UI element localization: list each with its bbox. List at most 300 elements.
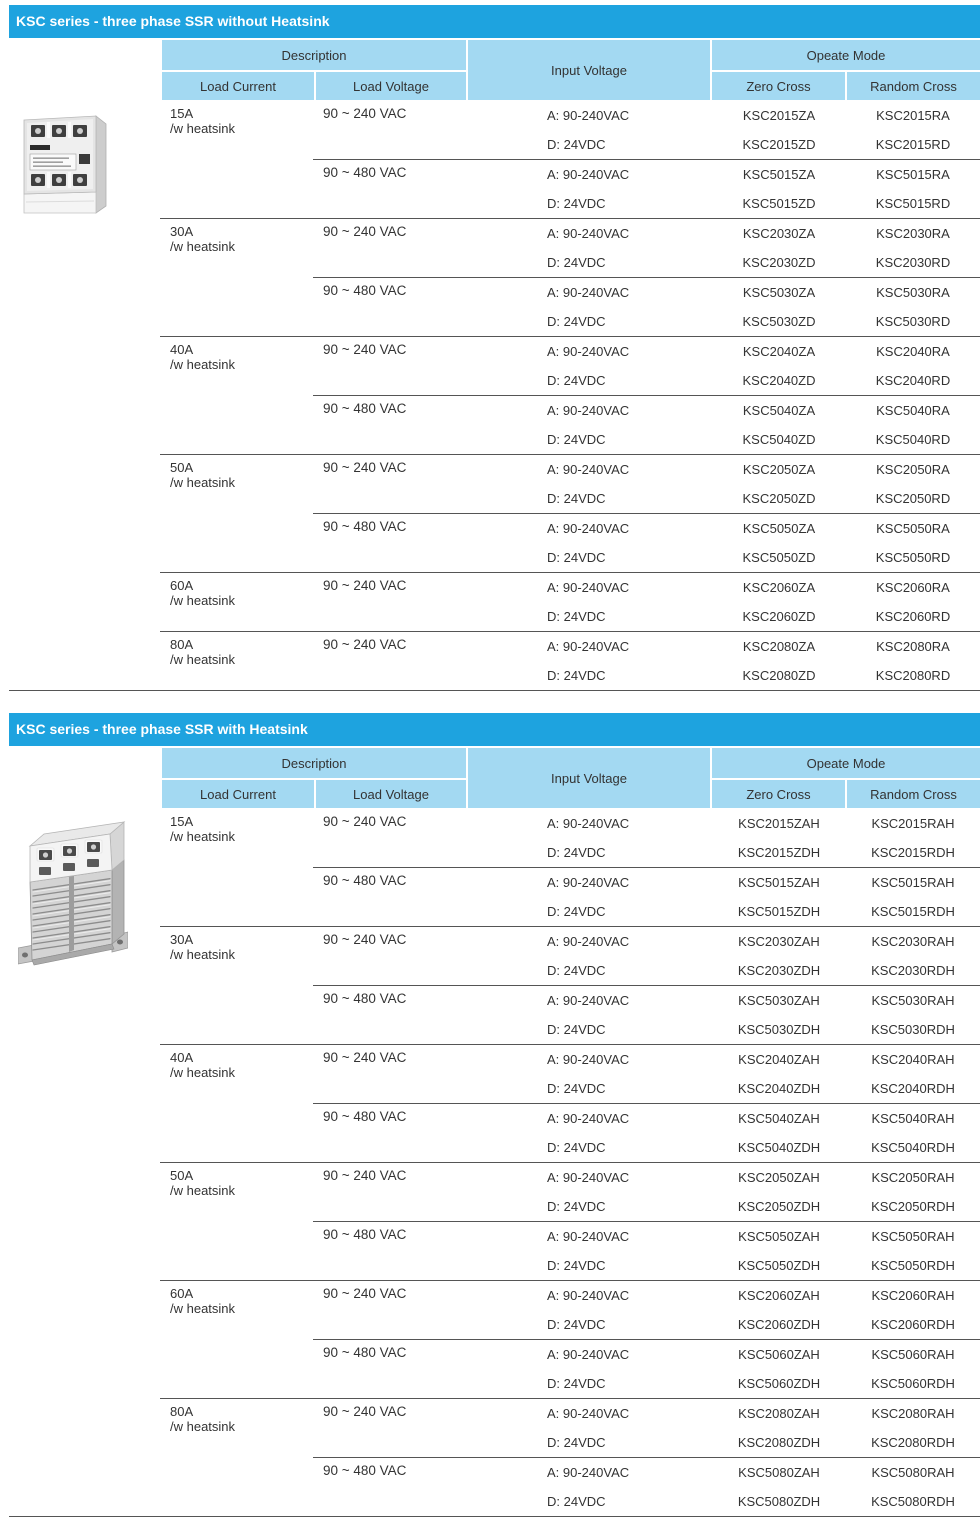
table-row bbox=[468, 455, 980, 484]
zero-cross-model: KSC2060ZDH bbox=[737, 1317, 821, 1332]
zero-cross-model: KSC5030ZD bbox=[742, 314, 816, 329]
input-voltage-cell: A: 90-240VAC bbox=[547, 1347, 630, 1362]
header-zero-cross: Zero Cross bbox=[712, 780, 845, 808]
zero-cross-model: KSC5030ZA bbox=[742, 285, 816, 300]
random-cross-model: KSC2060RA bbox=[876, 580, 950, 595]
load-voltage-cell: 90 ~ 240 VAC bbox=[323, 637, 407, 652]
load-current-value: 15A bbox=[170, 814, 194, 829]
zero-cross-model: KSC5030ZAH bbox=[738, 993, 820, 1008]
random-cross-model: KSC5050RA bbox=[876, 521, 950, 536]
zero-cross-model: KSC2040ZAH bbox=[738, 1052, 820, 1067]
random-cross-model: KSC2080RD bbox=[875, 668, 951, 683]
zero-cross-model: KSC2030ZD bbox=[742, 255, 816, 270]
load-current-value: 40A bbox=[170, 1050, 194, 1065]
model-rows bbox=[468, 1104, 980, 1162]
load-current-cell bbox=[160, 1163, 313, 1280]
random-cross-model: KSC5040RDH bbox=[871, 1140, 955, 1155]
load-voltage-list bbox=[313, 1045, 980, 1162]
table-row bbox=[468, 396, 980, 425]
load-voltage-list bbox=[313, 455, 980, 572]
load-voltage-cell: 90 ~ 240 VAC bbox=[323, 1404, 407, 1419]
input-voltage-cell: D: 24VDC bbox=[547, 845, 606, 860]
load-current-group bbox=[160, 1162, 980, 1280]
load-voltage-group bbox=[313, 1339, 980, 1398]
random-cross-model: KSC5080RAH bbox=[871, 1465, 955, 1480]
load-current-group bbox=[160, 808, 980, 926]
random-cross-model: KSC5015RD bbox=[875, 196, 951, 211]
model-groups bbox=[160, 100, 980, 690]
load-current-value: 50A bbox=[170, 1168, 194, 1183]
input-voltage-cell: D: 24VDC bbox=[547, 432, 606, 447]
zero-cross-model: KSC5050ZAH bbox=[738, 1229, 820, 1244]
load-voltage-cell: 90 ~ 240 VAC bbox=[323, 814, 407, 829]
load-current-group bbox=[160, 572, 980, 631]
load-current-value: 60A bbox=[170, 1286, 194, 1301]
table-row bbox=[468, 307, 980, 336]
load-voltage-list bbox=[313, 632, 980, 690]
input-voltage-cell: D: 24VDC bbox=[547, 1022, 606, 1037]
table-row bbox=[468, 927, 980, 956]
load-voltage-group bbox=[313, 101, 980, 159]
random-cross-model: KSC2050RAH bbox=[871, 1170, 955, 1185]
section-title: KSC series - three phase SSR without Heatsink bbox=[16, 13, 330, 29]
model-rows bbox=[468, 219, 980, 277]
load-current-group bbox=[160, 1280, 980, 1398]
load-voltage-list bbox=[313, 219, 980, 336]
table-row bbox=[468, 986, 980, 1015]
random-cross-model: KSC2015RD bbox=[875, 137, 951, 152]
random-cross-model: KSC5080RDH bbox=[871, 1494, 955, 1509]
model-rows bbox=[468, 337, 980, 395]
input-voltage-cell: D: 24VDC bbox=[547, 1258, 606, 1273]
table-row bbox=[468, 956, 980, 985]
header-operate-mode: Opeate Mode bbox=[712, 748, 980, 778]
load-voltage-cell: 90 ~ 240 VAC bbox=[323, 578, 407, 593]
load-voltage-group bbox=[313, 1281, 980, 1339]
load-voltage-group bbox=[313, 219, 980, 277]
table-row bbox=[468, 1222, 980, 1251]
header-load-voltage: Load Voltage bbox=[316, 72, 466, 100]
zero-cross-model: KSC2080ZAH bbox=[738, 1406, 820, 1421]
header-description: Description bbox=[162, 40, 466, 70]
header-input-voltage: Input Voltage bbox=[468, 40, 710, 100]
zero-cross-model: KSC5060ZDH bbox=[737, 1376, 821, 1391]
table-row bbox=[468, 1458, 980, 1487]
input-voltage-cell: A: 90-240VAC bbox=[547, 403, 630, 418]
random-cross-model: KSC2060RAH bbox=[871, 1288, 955, 1303]
input-voltage-cell: D: 24VDC bbox=[547, 1140, 606, 1155]
terminal-row-bottom bbox=[31, 172, 87, 188]
load-current-value: 30A bbox=[170, 224, 194, 239]
load-voltage-cell: 90 ~ 480 VAC bbox=[323, 873, 407, 888]
load-current-note: /w heatsink bbox=[170, 121, 236, 136]
input-voltage-cell: A: 90-240VAC bbox=[547, 108, 630, 123]
zero-cross-model: KSC5050ZDH bbox=[737, 1258, 821, 1273]
zero-cross-model: KSC2015ZAH bbox=[738, 816, 820, 831]
input-voltage-cell: A: 90-240VAC bbox=[547, 1465, 630, 1480]
load-voltage-group bbox=[313, 927, 980, 985]
random-cross-model: KSC5050RD bbox=[875, 550, 951, 565]
section-ssr-with-heatsink bbox=[9, 713, 980, 1517]
zero-cross-model: KSC5040ZD bbox=[742, 432, 816, 447]
table-header bbox=[162, 748, 980, 808]
table-row bbox=[468, 337, 980, 366]
model-rows bbox=[468, 632, 980, 690]
random-cross-model: KSC5015RA bbox=[876, 167, 950, 182]
input-voltage-cell: D: 24VDC bbox=[547, 609, 606, 624]
table-row bbox=[468, 661, 980, 690]
load-voltage-group bbox=[313, 455, 980, 513]
input-voltage-cell: A: 90-240VAC bbox=[547, 521, 630, 536]
model-rows bbox=[468, 1281, 980, 1339]
table-header bbox=[162, 40, 980, 100]
input-voltage-cell: A: 90-240VAC bbox=[547, 462, 630, 477]
input-voltage-cell: D: 24VDC bbox=[547, 1317, 606, 1332]
load-voltage-cell: 90 ~ 480 VAC bbox=[323, 401, 407, 416]
load-current-note: /w heatsink bbox=[170, 475, 236, 490]
zero-cross-model: KSC2050ZA bbox=[742, 462, 816, 477]
input-voltage-cell: D: 24VDC bbox=[547, 373, 606, 388]
header-zero-cross: Zero Cross bbox=[712, 72, 845, 100]
input-voltage-cell: D: 24VDC bbox=[547, 137, 606, 152]
header-description: Description bbox=[162, 748, 466, 778]
zero-cross-model: KSC2030ZAH bbox=[738, 934, 820, 949]
random-cross-model: KSC5030RDH bbox=[871, 1022, 955, 1037]
model-rows bbox=[468, 809, 980, 867]
load-voltage-group bbox=[313, 867, 980, 926]
input-voltage-cell: D: 24VDC bbox=[547, 196, 606, 211]
load-current-group bbox=[160, 454, 980, 572]
table-row bbox=[468, 868, 980, 897]
model-rows bbox=[468, 514, 980, 572]
table-row bbox=[468, 219, 980, 248]
random-cross-model: KSC2060RD bbox=[875, 609, 951, 624]
load-voltage-cell: 90 ~ 240 VAC bbox=[323, 932, 407, 947]
load-current-group bbox=[160, 100, 980, 218]
table-row bbox=[468, 1251, 980, 1280]
load-voltage-cell: 90 ~ 480 VAC bbox=[323, 165, 407, 180]
load-voltage-group bbox=[313, 1221, 980, 1280]
model-rows bbox=[468, 101, 980, 159]
load-current-note: /w heatsink bbox=[170, 829, 236, 844]
load-voltage-cell: 90 ~ 240 VAC bbox=[323, 106, 407, 121]
load-voltage-group bbox=[313, 1163, 980, 1221]
input-voltage-cell: D: 24VDC bbox=[547, 314, 606, 329]
table-row bbox=[468, 809, 980, 838]
load-current-note: /w heatsink bbox=[170, 1183, 236, 1198]
load-voltage-cell: 90 ~ 240 VAC bbox=[323, 460, 407, 475]
load-voltage-group bbox=[313, 395, 980, 454]
load-voltage-cell: 90 ~ 240 VAC bbox=[323, 342, 407, 357]
table-row bbox=[468, 366, 980, 395]
zero-cross-model: KSC2050ZD bbox=[742, 491, 816, 506]
table-row bbox=[468, 130, 980, 159]
load-current-value: 40A bbox=[170, 342, 194, 357]
table-row bbox=[468, 543, 980, 572]
load-voltage-cell: 90 ~ 480 VAC bbox=[323, 1227, 407, 1242]
model-rows bbox=[468, 1163, 980, 1221]
load-current-group bbox=[160, 336, 980, 454]
random-cross-model: KSC5060RAH bbox=[871, 1347, 955, 1362]
load-voltage-list bbox=[313, 927, 980, 1044]
load-current-value: 15A bbox=[170, 106, 194, 121]
zero-cross-model: KSC2050ZDH bbox=[737, 1199, 821, 1214]
zero-cross-model: KSC2050ZAH bbox=[738, 1170, 820, 1185]
zero-cross-model: KSC2080ZD bbox=[742, 668, 816, 683]
model-rows bbox=[468, 1458, 980, 1516]
load-current-cell bbox=[160, 219, 313, 336]
load-current-group bbox=[160, 631, 980, 690]
random-cross-model: KSC2050RD bbox=[875, 491, 951, 506]
zero-cross-model: KSC5015ZA bbox=[742, 167, 816, 182]
load-current-value: 80A bbox=[170, 1404, 194, 1419]
section-title-bar bbox=[9, 5, 980, 38]
table-row bbox=[468, 160, 980, 189]
zero-cross-model: KSC5015ZDH bbox=[737, 904, 821, 919]
load-voltage-group bbox=[313, 337, 980, 395]
load-current-note: /w heatsink bbox=[170, 239, 236, 254]
load-current-cell bbox=[160, 632, 313, 690]
load-voltage-list bbox=[313, 809, 980, 926]
input-voltage-cell: D: 24VDC bbox=[547, 668, 606, 683]
load-voltage-group bbox=[313, 632, 980, 690]
load-current-cell bbox=[160, 573, 313, 631]
header-input-voltage: Input Voltage bbox=[468, 748, 710, 808]
table-row bbox=[468, 425, 980, 454]
load-voltage-group bbox=[313, 513, 980, 572]
model-rows bbox=[468, 1222, 980, 1280]
load-current-note: /w heatsink bbox=[170, 1419, 236, 1434]
random-cross-model: KSC5015RAH bbox=[871, 875, 955, 890]
table-row bbox=[468, 1310, 980, 1339]
input-voltage-cell: A: 90-240VAC bbox=[547, 1229, 630, 1244]
random-cross-model: KSC2040RA bbox=[876, 344, 950, 359]
model-rows bbox=[468, 455, 980, 513]
zero-cross-model: KSC5040ZDH bbox=[737, 1140, 821, 1155]
input-voltage-cell: A: 90-240VAC bbox=[547, 934, 630, 949]
zero-cross-model: KSC5015ZD bbox=[742, 196, 816, 211]
zero-cross-model: KSC2030ZDH bbox=[737, 963, 821, 978]
load-voltage-list bbox=[313, 1163, 980, 1280]
table-row bbox=[468, 484, 980, 513]
input-voltage-cell: A: 90-240VAC bbox=[547, 226, 630, 241]
input-voltage-cell: D: 24VDC bbox=[547, 255, 606, 270]
load-voltage-list bbox=[313, 337, 980, 454]
header-random-cross: Random Cross bbox=[847, 780, 980, 808]
zero-cross-model: KSC2040ZDH bbox=[737, 1081, 821, 1096]
table-row bbox=[468, 1399, 980, 1428]
header-load-voltage: Load Voltage bbox=[316, 780, 466, 808]
input-voltage-cell: D: 24VDC bbox=[547, 1494, 606, 1509]
model-rows bbox=[468, 396, 980, 454]
header-random-cross: Random Cross bbox=[847, 72, 980, 100]
model-rows bbox=[468, 160, 980, 218]
load-voltage-group bbox=[313, 985, 980, 1044]
zero-cross-model: KSC5060ZAH bbox=[738, 1347, 820, 1362]
input-voltage-cell: A: 90-240VAC bbox=[547, 1406, 630, 1421]
load-voltage-group bbox=[313, 277, 980, 336]
load-current-cell bbox=[160, 337, 313, 454]
zero-cross-model: KSC5080ZDH bbox=[737, 1494, 821, 1509]
load-voltage-cell: 90 ~ 480 VAC bbox=[323, 991, 407, 1006]
random-cross-model: KSC2015RA bbox=[876, 108, 950, 123]
load-current-cell bbox=[160, 101, 313, 218]
load-current-group bbox=[160, 926, 980, 1044]
random-cross-model: KSC5050RAH bbox=[871, 1229, 955, 1244]
table-row bbox=[468, 1015, 980, 1044]
model-rows bbox=[468, 927, 980, 985]
load-voltage-group bbox=[313, 1045, 980, 1103]
input-voltage-cell: A: 90-240VAC bbox=[547, 580, 630, 595]
random-cross-model: KSC2080RAH bbox=[871, 1406, 955, 1421]
random-cross-model: KSC2040RD bbox=[875, 373, 951, 388]
table-row bbox=[468, 573, 980, 602]
zero-cross-model: KSC2080ZA bbox=[742, 639, 816, 654]
input-voltage-cell: D: 24VDC bbox=[547, 963, 606, 978]
random-cross-model: KSC2030RAH bbox=[871, 934, 955, 949]
random-cross-model: KSC2060RDH bbox=[871, 1317, 955, 1332]
zero-cross-model: KSC2015ZDH bbox=[737, 845, 821, 860]
load-current-value: 30A bbox=[170, 932, 194, 947]
table-row bbox=[468, 1369, 980, 1398]
zero-cross-model: KSC2060ZAH bbox=[738, 1288, 820, 1303]
random-cross-model: KSC5015RDH bbox=[871, 904, 955, 919]
random-cross-model: KSC5030RAH bbox=[871, 993, 955, 1008]
load-voltage-group bbox=[313, 159, 980, 218]
model-rows bbox=[468, 986, 980, 1044]
load-voltage-cell: 90 ~ 240 VAC bbox=[323, 1050, 407, 1065]
input-voltage-cell: A: 90-240VAC bbox=[547, 993, 630, 1008]
table-row bbox=[468, 514, 980, 543]
load-current-cell bbox=[160, 927, 313, 1044]
load-current-group bbox=[160, 218, 980, 336]
ssr-module-icon bbox=[22, 112, 108, 214]
load-current-value: 80A bbox=[170, 637, 194, 652]
load-voltage-list bbox=[313, 1399, 980, 1516]
zero-cross-model: KSC5015ZAH bbox=[738, 875, 820, 890]
input-voltage-cell: A: 90-240VAC bbox=[547, 816, 630, 831]
random-cross-model: KSC5060RDH bbox=[871, 1376, 955, 1391]
input-voltage-cell: A: 90-240VAC bbox=[547, 1170, 630, 1185]
load-current-cell bbox=[160, 455, 313, 572]
table-row bbox=[468, 1104, 980, 1133]
table-row bbox=[468, 101, 980, 130]
load-current-cell bbox=[160, 1045, 313, 1162]
input-voltage-cell: D: 24VDC bbox=[547, 1435, 606, 1450]
input-voltage-cell: A: 90-240VAC bbox=[547, 1288, 630, 1303]
zero-cross-model: KSC2060ZD bbox=[742, 609, 816, 624]
table-body bbox=[9, 808, 980, 1517]
model-rows bbox=[468, 868, 980, 926]
table-row bbox=[468, 1074, 980, 1103]
input-voltage-cell: A: 90-240VAC bbox=[547, 1052, 630, 1067]
table-row bbox=[468, 1428, 980, 1457]
section-title-bar bbox=[9, 713, 980, 746]
random-cross-model: KSC2080RDH bbox=[871, 1435, 955, 1450]
model-rows bbox=[468, 278, 980, 336]
table-body bbox=[9, 100, 980, 691]
table-row bbox=[468, 1163, 980, 1192]
load-current-cell bbox=[160, 1281, 313, 1398]
load-current-note: /w heatsink bbox=[170, 947, 236, 962]
zero-cross-model: KSC5030ZDH bbox=[737, 1022, 821, 1037]
product-image-cell bbox=[9, 100, 160, 690]
load-current-note: /w heatsink bbox=[170, 357, 236, 372]
zero-cross-model: KSC5080ZAH bbox=[738, 1465, 820, 1480]
load-voltage-group bbox=[313, 1457, 980, 1516]
zero-cross-model: KSC2015ZD bbox=[742, 137, 816, 152]
table-row bbox=[468, 1192, 980, 1221]
header-load-current: Load Current bbox=[162, 780, 314, 808]
input-voltage-cell: A: 90-240VAC bbox=[547, 344, 630, 359]
input-voltage-cell: D: 24VDC bbox=[547, 1199, 606, 1214]
input-voltage-cell: A: 90-240VAC bbox=[547, 875, 630, 890]
input-voltage-cell: A: 90-240VAC bbox=[547, 639, 630, 654]
random-cross-model: KSC5040RAH bbox=[871, 1111, 955, 1126]
model-groups bbox=[160, 808, 980, 1516]
load-current-value: 60A bbox=[170, 578, 194, 593]
random-cross-model: KSC2030RDH bbox=[871, 963, 955, 978]
model-rows bbox=[468, 573, 980, 631]
input-voltage-cell: D: 24VDC bbox=[547, 491, 606, 506]
load-current-cell bbox=[160, 1399, 313, 1516]
header-operate-mode: Opeate Mode bbox=[712, 40, 980, 70]
load-current-note: /w heatsink bbox=[170, 652, 236, 667]
table-row bbox=[468, 1340, 980, 1369]
table-row bbox=[468, 838, 980, 867]
random-cross-model: KSC5040RD bbox=[875, 432, 951, 447]
load-voltage-list bbox=[313, 101, 980, 218]
load-voltage-cell: 90 ~ 240 VAC bbox=[323, 1286, 407, 1301]
table-row bbox=[468, 189, 980, 218]
random-cross-model: KSC2040RAH bbox=[871, 1052, 955, 1067]
zero-cross-model: KSC5040ZA bbox=[742, 403, 816, 418]
random-cross-model: KSC2030RD bbox=[875, 255, 951, 270]
ssr-heatsink-icon bbox=[18, 820, 128, 975]
table-row bbox=[468, 1133, 980, 1162]
zero-cross-model: KSC2080ZDH bbox=[737, 1435, 821, 1450]
model-rows bbox=[468, 1399, 980, 1457]
load-current-note: /w heatsink bbox=[170, 593, 236, 608]
table-row bbox=[468, 1281, 980, 1310]
load-current-note: /w heatsink bbox=[170, 1065, 236, 1080]
load-voltage-cell: 90 ~ 480 VAC bbox=[323, 519, 407, 534]
table-row bbox=[468, 897, 980, 926]
section-ssr-without-heatsink bbox=[9, 5, 980, 691]
model-rows bbox=[468, 1045, 980, 1103]
input-voltage-cell: D: 24VDC bbox=[547, 904, 606, 919]
table-row bbox=[468, 278, 980, 307]
load-voltage-list bbox=[313, 1281, 980, 1398]
zero-cross-model: KSC2060ZA bbox=[742, 580, 816, 595]
load-voltage-group bbox=[313, 809, 980, 867]
zero-cross-model: KSC5050ZA bbox=[742, 521, 816, 536]
load-voltage-cell: 90 ~ 480 VAC bbox=[323, 1345, 407, 1360]
load-current-group bbox=[160, 1044, 980, 1162]
load-voltage-cell: 90 ~ 480 VAC bbox=[323, 283, 407, 298]
load-voltage-group bbox=[313, 1103, 980, 1162]
zero-cross-model: KSC5050ZD bbox=[742, 550, 816, 565]
random-cross-model: KSC2050RA bbox=[876, 462, 950, 477]
table-row bbox=[468, 1045, 980, 1074]
table-row bbox=[468, 248, 980, 277]
zero-cross-model: KSC2040ZA bbox=[742, 344, 816, 359]
random-cross-model: KSC5030RD bbox=[875, 314, 951, 329]
input-voltage-cell: D: 24VDC bbox=[547, 1376, 606, 1391]
table-row bbox=[468, 1487, 980, 1516]
zero-cross-model: KSC2040ZD bbox=[742, 373, 816, 388]
load-voltage-list bbox=[313, 573, 980, 631]
